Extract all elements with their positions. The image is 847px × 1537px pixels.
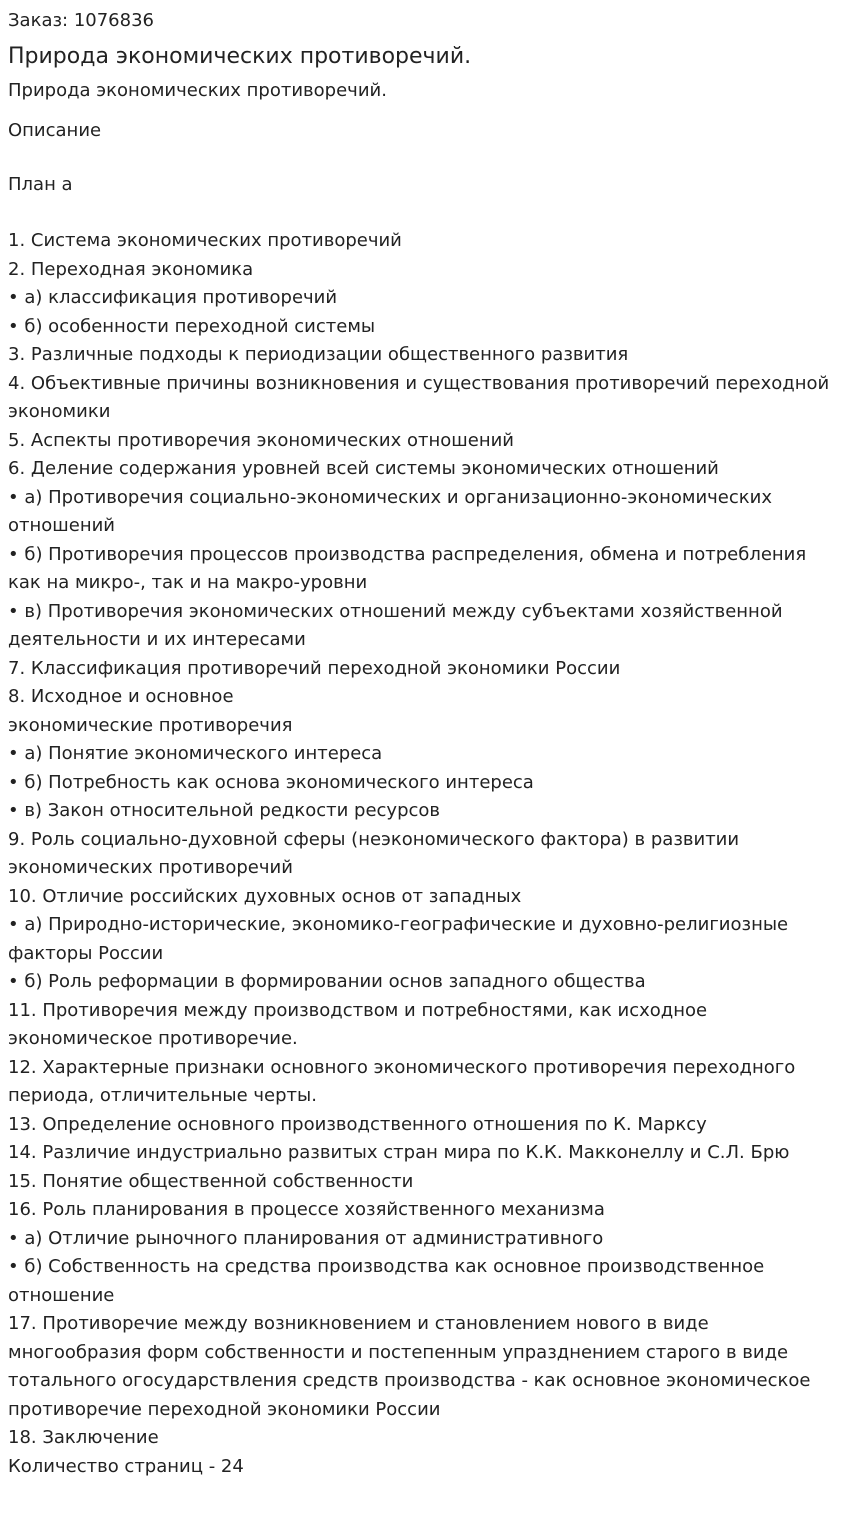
- plan-item: 16. Роль планирования в процессе хозяйственного механизма: [8, 1199, 605, 1220]
- plan-item: 14. Различие индустриально развитых стран мира по К.К. Макконеллу и С.Л. Брю: [8, 1142, 790, 1163]
- plan-item: • а) классификация противоречий: [8, 287, 338, 308]
- plan-item: 2. Переходная экономика: [8, 258, 254, 280]
- plan-item: 3. Различные подходы к периодизации общественного развития: [8, 344, 629, 365]
- page-title: Природа экономических противоречий.: [8, 44, 472, 69]
- plan-item: • в) Закон относительной редкости ресурсов: [8, 800, 441, 821]
- order-number: Заказ: 1076836: [8, 10, 154, 31]
- page-count: Количество страниц - 24: [8, 1455, 244, 1477]
- plan-item: 15. Понятие общественной собственности: [8, 1170, 414, 1192]
- plan-item: 1. Система экономических противоречий: [8, 230, 402, 251]
- plan-item: 13. Определение основного производственного отношения по К. Марксу: [8, 1113, 707, 1135]
- plan-item: 17. Противоречие между возникновением и становлением нового в виде многообразия форм собственности и постепенным упразднением старого в виде тотального огосударствления средств производства - как основное экономическое противоречие переходной экономики России: [8, 1313, 811, 1420]
- plan-heading: План а: [8, 174, 73, 195]
- plan-item: • а) Понятие экономического интереса: [8, 743, 383, 764]
- plan-item: • а) Противоречия социально-экономических и организационно-экономических отношений: [8, 486, 772, 536]
- plan-list: [8, 227, 839, 1453]
- plan-item: экономические противоречия: [8, 714, 293, 736]
- plan-item: • б) Потребность как основа экономического интереса: [8, 771, 534, 793]
- plan-item: • а) Отличие рыночного планирования от административного: [8, 1227, 604, 1249]
- page-subtitle: Природа экономических противоречий.: [8, 80, 387, 101]
- plan-item: 11. Противоречия между производством и потребностями, как исходное экономическое противоречие.: [8, 999, 708, 1049]
- plan-item: • б) особенности переходной системы: [8, 315, 376, 337]
- plan-item: 6. Деление содержания уровней всей системы экономических отношений: [8, 458, 719, 479]
- plan-item: • б) Собственность на средства производства как основное производственное отношение: [8, 1256, 765, 1306]
- plan-item: • б) Противоречия процессов производства распределения, обмена и потребления как на микро-, так и на макро-уровни: [8, 543, 807, 593]
- plan-item: • а) Природно-исторические, экономико-географические и духовно-религиозные факторы России: [8, 914, 789, 964]
- plan-item: 8. Исходное и основное: [8, 686, 234, 707]
- plan-item: 9. Роль социально-духовной сферы (неэкономического фактора) в развитии экономических противоречий: [8, 828, 740, 878]
- plan-item: 4. Объективные причины возникновения и существования противоречий переходной экономики: [8, 372, 830, 422]
- plan-item: 7. Классификация противоречий переходной экономики России: [8, 657, 621, 679]
- plan-item: 5. Аспекты противоречия экономических отношений: [8, 429, 514, 451]
- plan-item: • б) Роль реформации в формировании основ западного общества: [8, 971, 646, 992]
- plan-item: 12. Характерные признаки основного экономического противоречия переходного периода, отличительные черты.: [8, 1056, 796, 1106]
- plan-item: 18. Заключение: [8, 1427, 159, 1448]
- plan-item: 10. Отличие российских духовных основ от западных: [8, 885, 522, 907]
- plan-item: • в) Противоречия экономических отношений между субъектами хозяйственной деятельности и их интересами: [8, 600, 783, 650]
- description-heading: Описание: [8, 120, 102, 141]
